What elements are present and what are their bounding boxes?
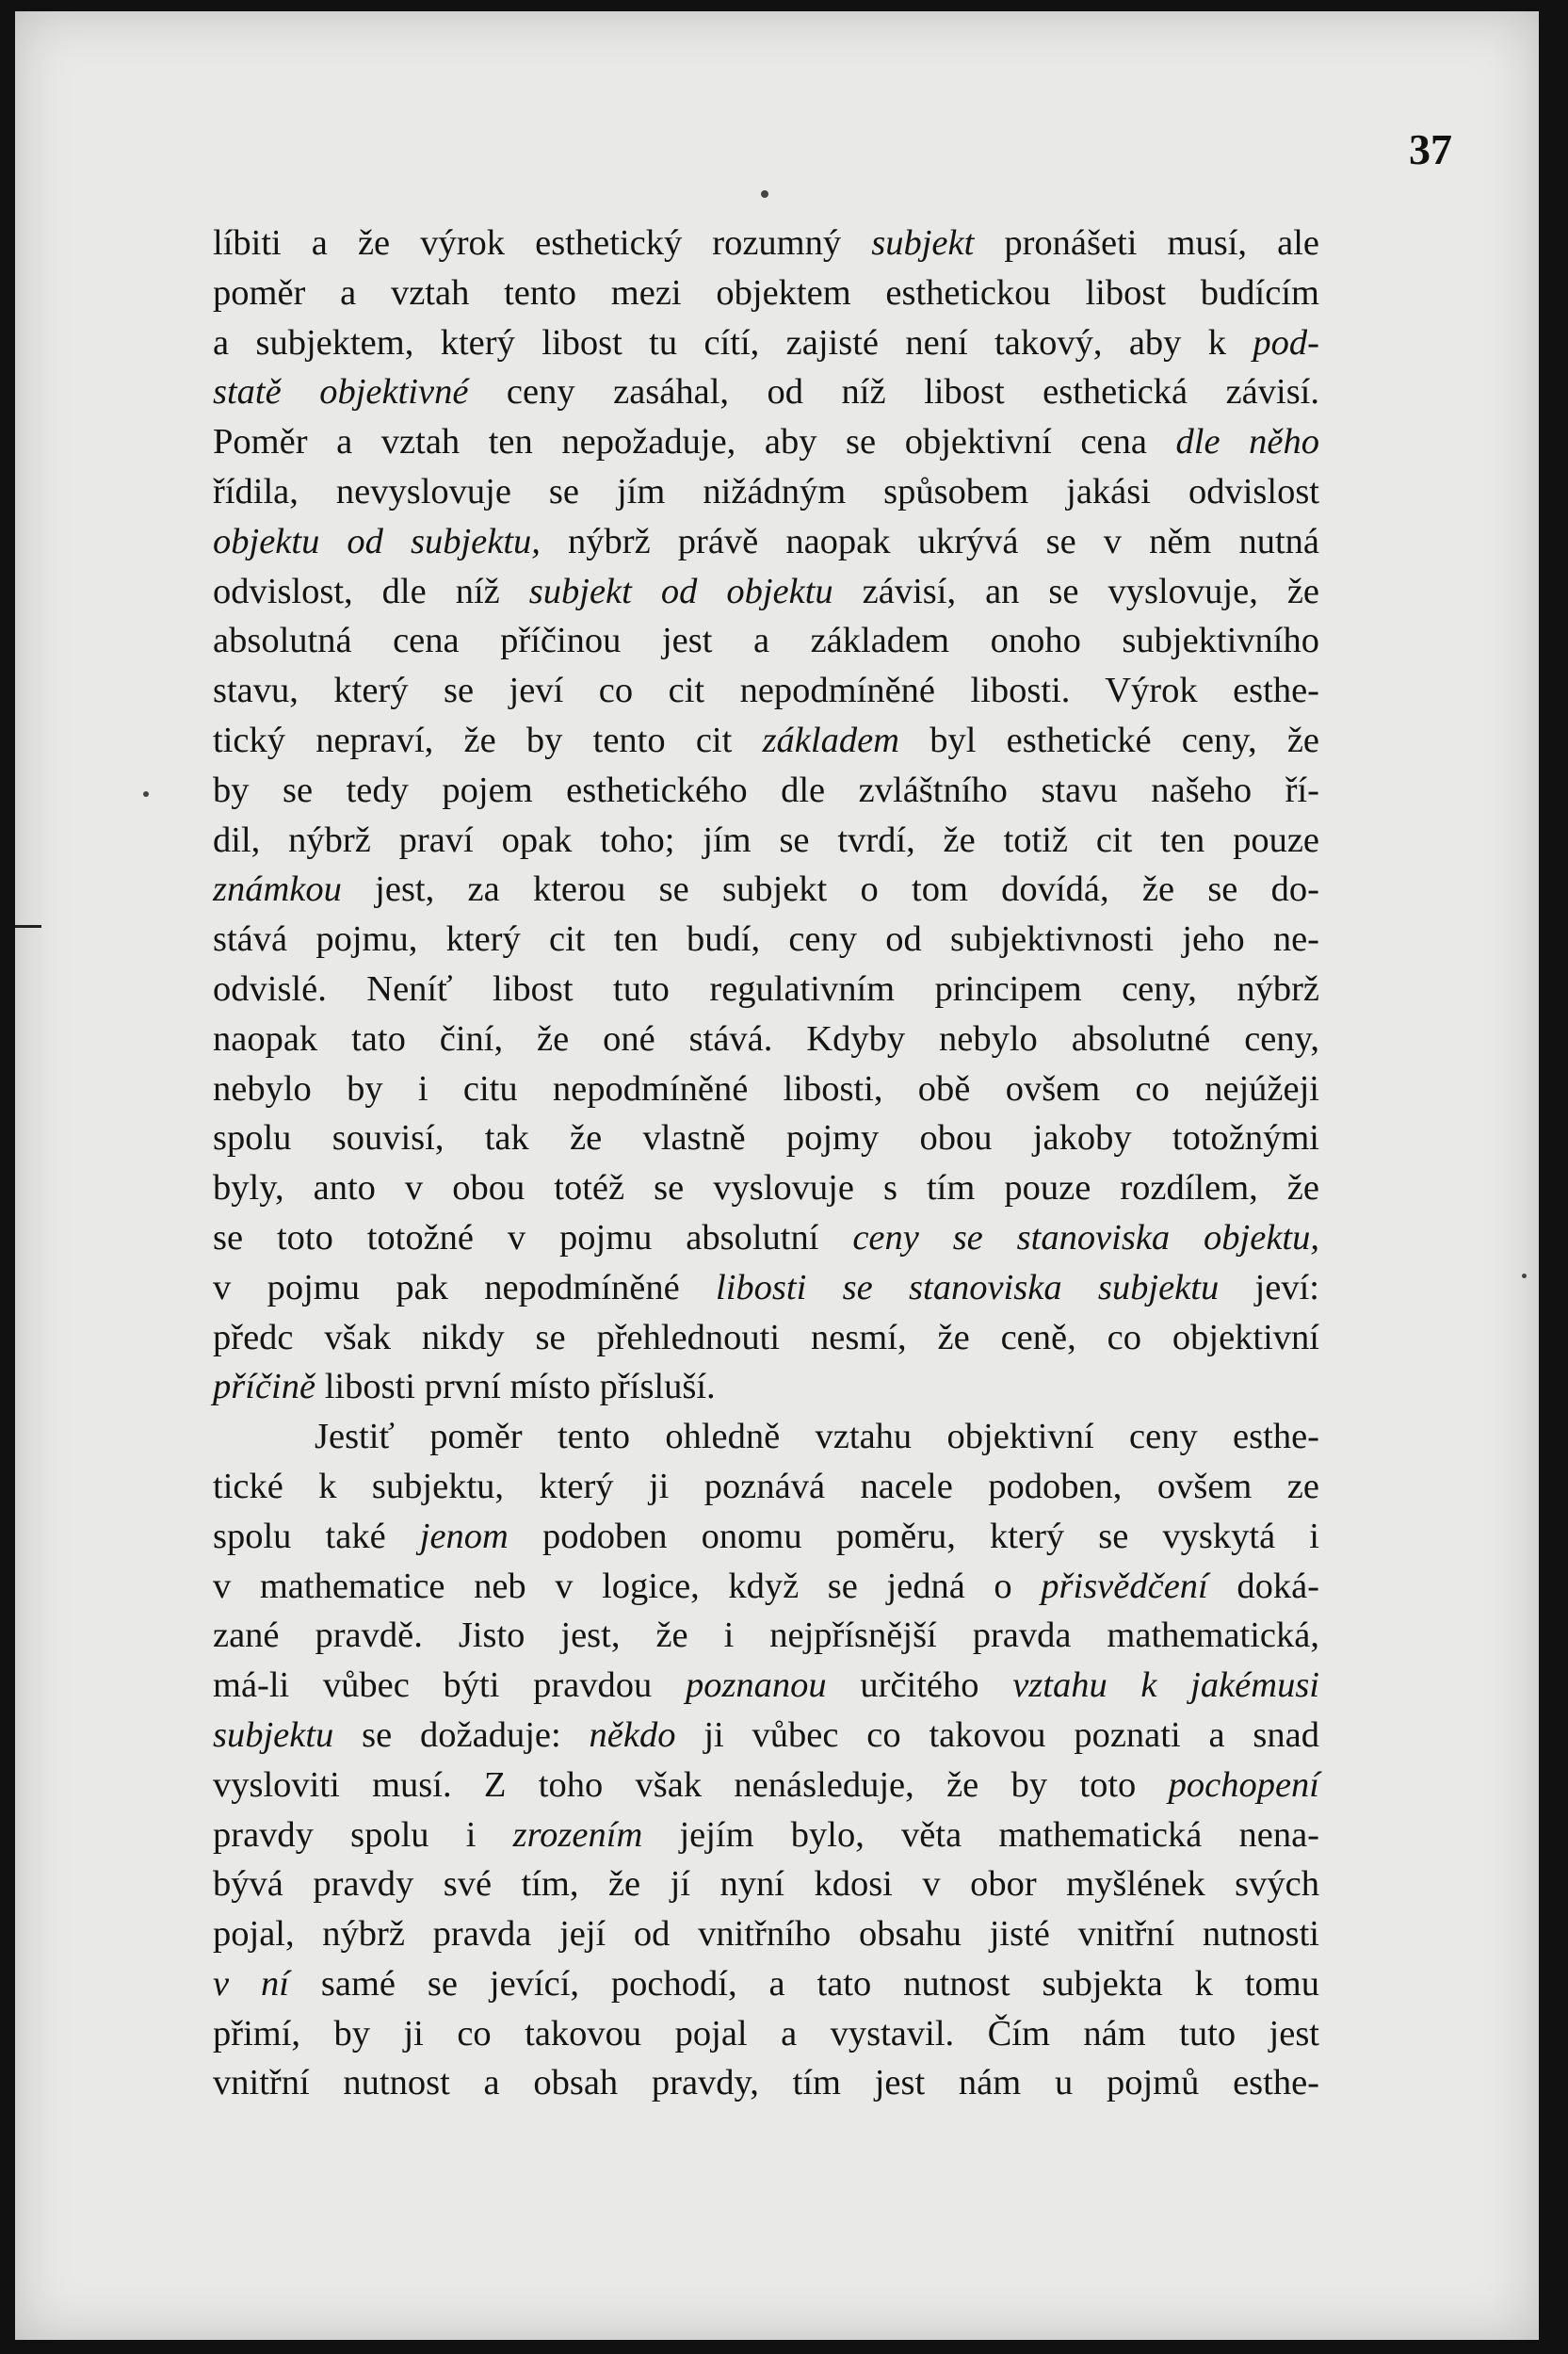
italic-phrase: libosti se stanoviska subjektu: [716, 1267, 1220, 1307]
text-run: by se tedy pojem esthetického dle zvláštního stavu našeho ří-: [213, 770, 1319, 810]
text-run: Jestiť poměr tento ohledně vztahu objektivní ceny esthe-: [315, 1417, 1319, 1457]
italic-phrase: poznanou: [685, 1665, 827, 1706]
text-line: [213, 467, 1319, 517]
italic-phrase: subjekt od objektu: [528, 571, 833, 611]
text-line: [213, 716, 1319, 766]
text-line: [213, 417, 1319, 467]
text-run: určitého: [826, 1665, 1013, 1706]
text-line: [213, 616, 1319, 666]
print-speck: [143, 791, 149, 797]
text-run: ji vůbec co takovou poznati a snad: [675, 1714, 1319, 1755]
italic-phrase: přisvědčení: [1041, 1566, 1208, 1606]
italic-phrase: v ní: [213, 1963, 289, 2004]
text-run: stává pojmu, který cit ten budí, ceny od subjektivnosti jeho ne-: [213, 919, 1319, 960]
page-edge-mark: [15, 925, 41, 928]
text-line: [213, 1810, 1319, 1860]
italic-phrase: subjekt: [871, 223, 975, 263]
text-run: vysloviti musí. Z toho však nenásleduje, že by toto: [213, 1764, 1169, 1805]
text-line: [213, 816, 1319, 866]
text-line: [213, 1015, 1319, 1064]
text-run: byl esthetické ceny, že: [898, 720, 1319, 760]
italic-phrase: vztahu k jakémusi: [1012, 1665, 1320, 1706]
text-run: bývá pravdy své tím, že jí nyní kdosi v obor myšlének svých: [213, 1864, 1319, 1905]
text-line: [213, 1562, 1319, 1612]
italic-phrase: základem: [762, 720, 899, 760]
text-run: jejím bylo, věta mathematická nena-: [642, 1814, 1319, 1855]
text-line: [213, 1909, 1319, 1959]
text-line: [213, 1412, 1319, 1462]
text-line: [213, 367, 1319, 417]
text-line: [213, 1064, 1319, 1114]
text-line: [213, 1313, 1319, 1363]
text-run: nebylo by i citu nepodmíněné libosti, obě ovšem co nejúžeji: [213, 1068, 1319, 1109]
text-line: [213, 1263, 1319, 1313]
text-run: poměr a vztah tento mezi objektem esthetickou libost budícím: [213, 272, 1319, 313]
text-run: Poměr a vztah ten nepožaduje, aby se objektivní cena: [213, 422, 1176, 463]
italic-phrase: objektu od subjektu,: [213, 521, 541, 561]
print-speck: [761, 190, 768, 198]
text-run: dil, nýbrž praví opak toho; jím se tvrdí, že totiž cit ten pouze: [213, 820, 1319, 860]
text-run: samé se jevící, pochodí, a tato nutnost subjekta k tomu: [288, 1963, 1319, 2004]
text-run: ceny zasáhal, od níž libost esthetická závisí.: [468, 372, 1320, 413]
text-run: naopak tato činí, že oné stává. Kdyby nebylo absolutné ceny,: [213, 1018, 1319, 1059]
text-run: odvislost, dle níž: [213, 571, 529, 611]
text-line: [213, 219, 1319, 268]
text-run: jest, za kterou se subjekt o tom dovídá, že se do-: [341, 869, 1319, 910]
text-run: pronášeti musí, ale: [974, 223, 1320, 263]
text-run: spolu souvisí, tak že vlastně pojmy obou jakoby totožnými: [213, 1118, 1319, 1159]
italic-phrase: někdo: [589, 1714, 676, 1755]
text-line: [213, 766, 1319, 816]
text-run: podoben onomu poměru, který se vyskytá i: [508, 1516, 1319, 1556]
text-run: se dožaduje:: [333, 1714, 590, 1755]
text-line: [213, 1163, 1319, 1213]
text-run: stavu, který se jeví co cit nepodmíněné libosti. Výrok esthe-: [213, 671, 1319, 711]
text-line: [213, 1113, 1319, 1163]
text-run: v mathematice neb v logice, když se jedná o: [213, 1566, 1042, 1606]
body-text: [213, 219, 1319, 2108]
text-run: předc však nikdy se přehlednouti nesmí, že ceně, co objektivní: [213, 1317, 1319, 1357]
italic-phrase: známkou: [213, 869, 342, 910]
text-line: [213, 666, 1319, 716]
text-run: nýbrž právě naopak ukrývá se v něm nutná: [540, 521, 1319, 561]
text-line: [213, 1959, 1319, 2009]
text-line: [213, 1213, 1319, 1263]
page-number: 37: [1409, 125, 1452, 173]
text-run: odvislé. Neníť libost tuto regulativním principem ceny, nýbrž: [213, 968, 1319, 1009]
text-run: tický nepraví, že by tento cit: [213, 720, 763, 760]
italic-phrase: statě objektivné: [213, 372, 469, 413]
text-run: absolutná cena příčinou jest a základem onoho subjektivního: [213, 621, 1319, 661]
text-line: [213, 1362, 1319, 1412]
text-line: [213, 1711, 1319, 1761]
text-line: [213, 318, 1319, 368]
text-line: [213, 2009, 1319, 2059]
italic-phrase: příčině: [213, 1367, 316, 1407]
print-speck: [1522, 1274, 1527, 1278]
text-run: pojal, nýbrž pravda její od vnitřního obsahu jisté vnitřní nutnosti: [213, 1914, 1319, 1955]
text-run: spolu také: [213, 1516, 420, 1556]
text-run: jeví:: [1219, 1267, 1319, 1307]
text-run: řídila, nevyslovuje se jím nižádným spůsobem jakási odvislost: [213, 471, 1319, 511]
italic-phrase: subjektu: [213, 1714, 334, 1755]
book-page: [15, 11, 1539, 2340]
text-run: přimí, by ji co takovou pojal a vystavil. Čím nám tuto jest: [213, 2013, 1319, 2054]
text-run: vnitřní nutnost a obsah pravdy, tím jest nám u pojmů esthe-: [213, 2063, 1319, 2103]
text-line: [213, 1761, 1319, 1810]
italic-phrase: jenom: [419, 1516, 509, 1556]
text-run: libosti první místo přísluší.: [315, 1367, 716, 1407]
text-line: [213, 865, 1319, 915]
text-run: pravdy spolu i: [213, 1814, 513, 1855]
text-line: [213, 1462, 1319, 1512]
text-run: zané pravdě. Jisto jest, že i nejpřísnější pravda mathematická,: [213, 1615, 1319, 1656]
text-run: doká-: [1207, 1566, 1319, 1606]
text-run: líbiti a že výrok esthetický rozumný: [213, 223, 872, 263]
text-run: v pojmu pak nepodmíněné: [213, 1267, 717, 1307]
italic-phrase: dle něho: [1175, 422, 1319, 463]
text-line: [213, 965, 1319, 1015]
text-line: [213, 2058, 1319, 2108]
text-line: [213, 567, 1319, 617]
text-run: závisí, an se vyslovuje, že: [832, 571, 1319, 611]
text-line: [213, 268, 1319, 318]
text-run: má-li vůbec býti pravdou: [213, 1665, 686, 1706]
text-line: [213, 517, 1319, 567]
text-line: [213, 915, 1319, 965]
italic-phrase: pod-: [1253, 322, 1319, 363]
text-line: [213, 1859, 1319, 1909]
italic-phrase: pochopení: [1168, 1764, 1319, 1805]
text-line: [213, 1661, 1319, 1711]
italic-phrase: ceny se stanoviska objektu,: [852, 1217, 1319, 1258]
text-line: [213, 1611, 1319, 1661]
italic-phrase: zrozením: [512, 1814, 643, 1855]
text-run: tické k subjektu, který ji poznává nacele podoben, ovšem ze: [213, 1466, 1319, 1506]
text-line: [213, 1512, 1319, 1562]
text-run: a subjektem, který libost tu cítí, zajisté není takový, aby k: [213, 322, 1253, 363]
text-run: byly, anto v obou totéž se vyslovuje s tím pouze rozdílem, že: [213, 1168, 1319, 1209]
text-run: se toto totožné v pojmu absolutní: [213, 1217, 853, 1258]
